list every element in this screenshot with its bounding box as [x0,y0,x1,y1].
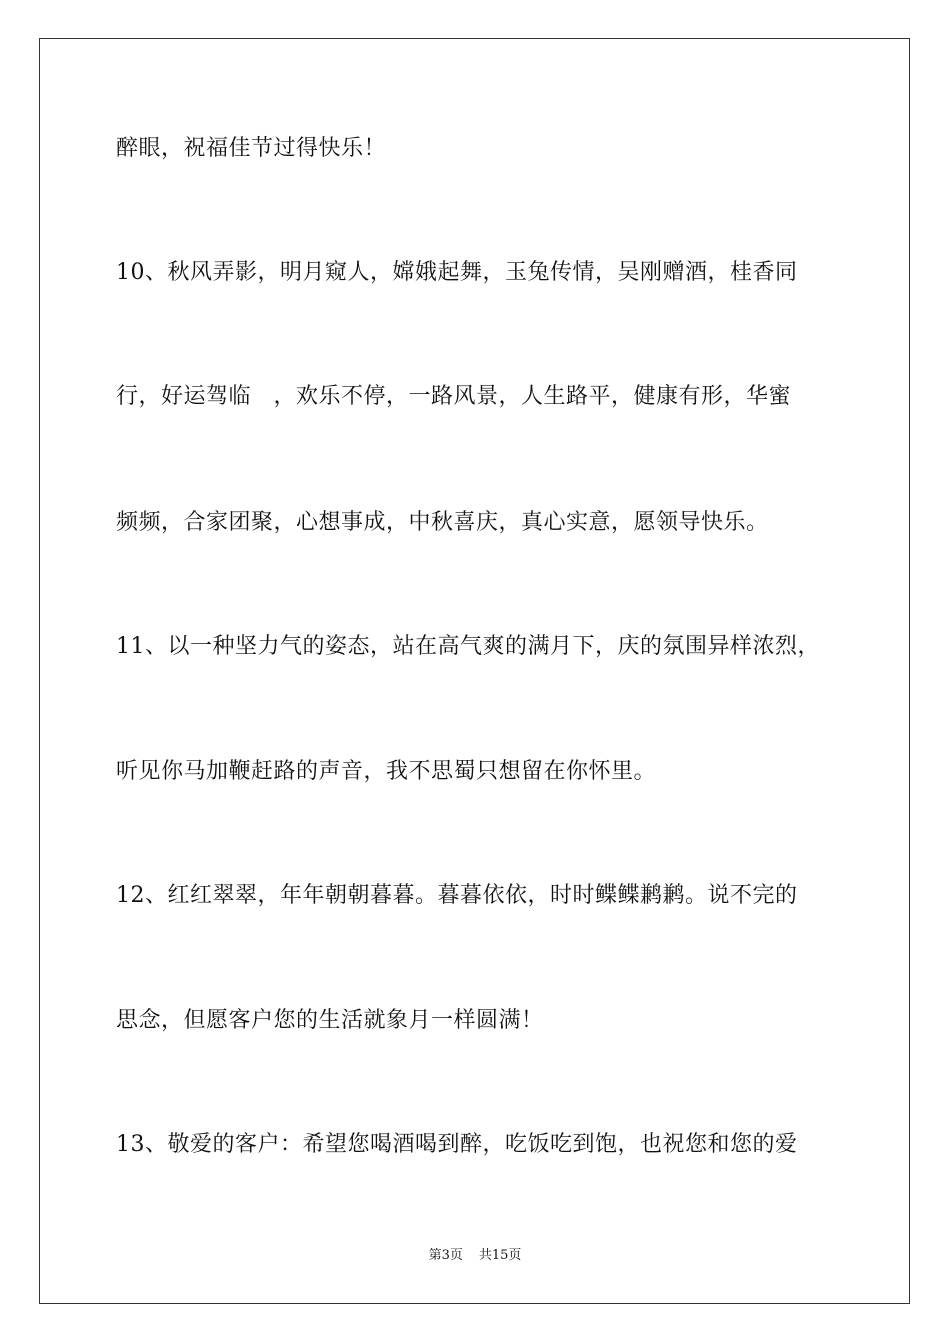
text-line: 13、敬爱的客户：希望您喝酒喝到醉，吃饭吃到饱，也祝您和您的爱 [116,1132,798,1157]
text-line: 醉眼，祝福佳节过得快乐！ [116,136,387,161]
text-line: 行，好运驾临 ，欢乐不停，一路风景，人生路平，健康有形，华蜜 [116,384,792,409]
text-line: 思念，但愿客户您的生活就象月一样圆满！ [116,1008,544,1033]
text-line: 10、秋风弄影，明月窥人，嫦娥起舞，玉兔传情，吴刚赠酒，桂香同 [116,260,798,285]
page-total: 共15页 [478,1248,522,1263]
text-line: 频频，合家团聚，心想事成，中秋喜庆，真心实意，愿领导快乐。 [116,510,769,535]
text-line: 12、红红翠翠，年年朝朝暮暮。暮暮依依，时时鲽鲽鹣鹣。说不完的 [116,883,798,908]
page-number: 第3页 [428,1248,463,1263]
text-line: 听见你马加鞭赶路的声音，我不思蜀只想留在你怀里。 [116,759,657,784]
page-footer [0,1247,950,1265]
text-line: 11、以一种坚力气的姿态，站在高气爽的满月下，庆的氛围异样浓烈， [116,634,820,659]
page-frame [39,38,910,1304]
